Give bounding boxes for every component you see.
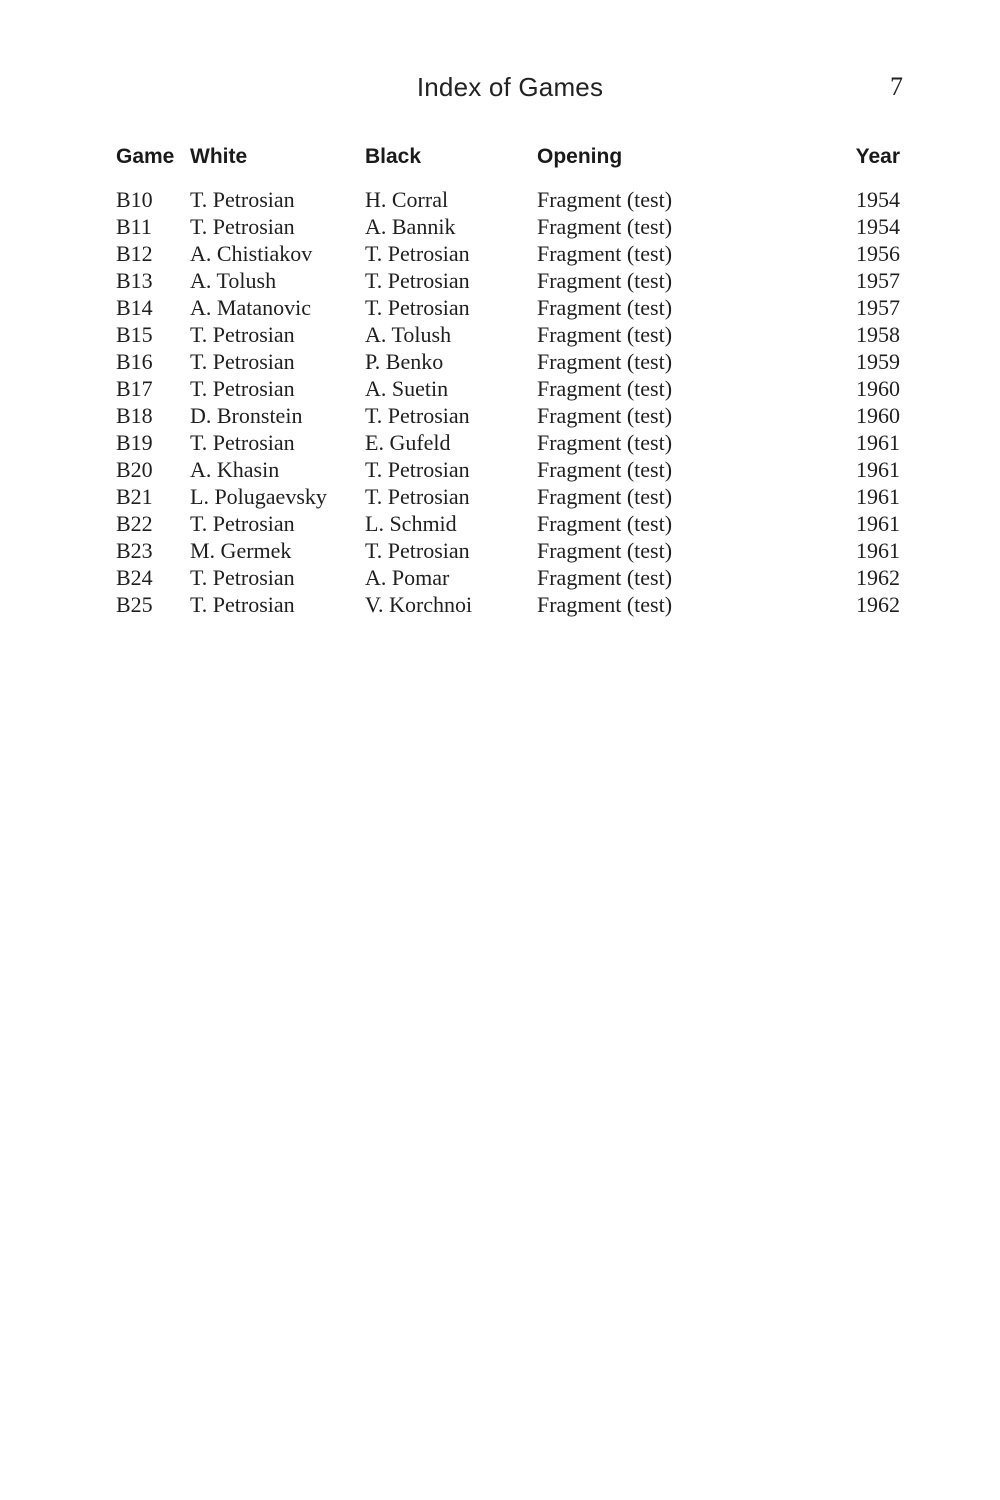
cell-game: B14: [116, 295, 153, 320]
table-row: [113, 294, 903, 321]
cell-opening: Fragment (test): [537, 511, 673, 536]
column-header-opening: Opening: [537, 145, 623, 168]
cell-opening: Fragment (test): [537, 214, 673, 239]
cell-game: B24: [116, 565, 153, 590]
cell-white: A. Tolush: [190, 268, 277, 293]
table-row: [113, 213, 903, 240]
cell-black: A. Suetin: [365, 376, 449, 401]
cell-black: T. Petrosian: [365, 457, 470, 482]
cell-white: T. Petrosian: [190, 322, 295, 347]
cell-year: 1958: [856, 322, 900, 347]
table-row: [113, 456, 903, 483]
cell-black: T. Petrosian: [365, 403, 470, 428]
cell-game: B13: [116, 268, 153, 293]
table-row: [113, 240, 903, 267]
cell-black: T. Petrosian: [365, 484, 470, 509]
cell-black: P. Benko: [365, 349, 444, 374]
cell-opening: Fragment (test): [537, 295, 673, 320]
cell-opening: Fragment (test): [537, 322, 673, 347]
cell-year: 1957: [856, 295, 900, 320]
column-header-white: White: [190, 145, 248, 168]
cell-year: 1954: [856, 187, 900, 212]
cell-year: 1956: [856, 241, 900, 266]
cell-opening: Fragment (test): [537, 349, 673, 374]
table-row: [113, 429, 903, 456]
table-row: [113, 186, 903, 213]
cell-white: T. Petrosian: [190, 187, 295, 212]
cell-black: T. Petrosian: [365, 241, 470, 266]
cell-white: A. Khasin: [190, 457, 280, 482]
cell-game: B19: [116, 430, 153, 455]
cell-white: T. Petrosian: [190, 430, 295, 455]
cell-opening: Fragment (test): [537, 592, 673, 617]
cell-game: B16: [116, 349, 153, 374]
cell-opening: Fragment (test): [537, 241, 673, 266]
cell-year: 1961: [856, 430, 900, 455]
cell-opening: Fragment (test): [537, 376, 673, 401]
cell-year: 1961: [856, 484, 900, 509]
cell-black: T. Petrosian: [365, 538, 470, 563]
cell-opening: Fragment (test): [537, 538, 673, 563]
cell-opening: Fragment (test): [537, 430, 673, 455]
cell-year: 1954: [856, 214, 900, 239]
cell-year: 1960: [856, 376, 900, 401]
cell-game: B22: [116, 511, 153, 536]
cell-opening: Fragment (test): [537, 403, 673, 428]
cell-opening: Fragment (test): [537, 187, 673, 212]
table-row: [113, 348, 903, 375]
cell-game: B20: [116, 457, 153, 482]
cell-game: B10: [116, 187, 153, 212]
table-row: [113, 510, 903, 537]
cell-opening: Fragment (test): [537, 457, 673, 482]
cell-white: T. Petrosian: [190, 349, 295, 374]
page-number: 7: [890, 72, 903, 101]
column-header-game: Game: [116, 145, 175, 168]
cell-white: T. Petrosian: [190, 376, 295, 401]
cell-game: B12: [116, 241, 153, 266]
table-row: [113, 591, 903, 618]
cell-white: A. Chistiakov: [190, 241, 313, 266]
cell-white: T. Petrosian: [190, 511, 295, 536]
table-row: [113, 375, 903, 402]
cell-year: 1961: [856, 538, 900, 563]
cell-black: V. Korchnoi: [365, 592, 473, 617]
cell-year: 1959: [856, 349, 900, 374]
column-header-year: Year: [855, 145, 900, 168]
cell-year: 1962: [856, 565, 900, 590]
cell-game: B18: [116, 403, 153, 428]
cell-black: T. Petrosian: [365, 295, 470, 320]
cell-white: D. Bronstein: [190, 403, 303, 428]
cell-year: 1957: [856, 268, 900, 293]
cell-year: 1960: [856, 403, 900, 428]
table-body: [113, 186, 903, 618]
cell-black: L. Schmid: [365, 511, 457, 536]
cell-black: T. Petrosian: [365, 268, 470, 293]
cell-game: B11: [116, 214, 152, 239]
cell-white: T. Petrosian: [190, 214, 295, 239]
cell-black: A. Bannik: [365, 214, 456, 239]
cell-game: B15: [116, 322, 153, 347]
cell-game: B23: [116, 538, 153, 563]
cell-game: B21: [116, 484, 153, 509]
cell-opening: Fragment (test): [537, 484, 673, 509]
page-header: [0, 72, 1000, 112]
cell-white: A. Matanovic: [190, 295, 311, 320]
table-row: [113, 537, 903, 564]
cell-year: 1962: [856, 592, 900, 617]
cell-year: 1961: [856, 457, 900, 482]
cell-black: H. Corral: [365, 187, 449, 212]
cell-opening: Fragment (test): [537, 268, 673, 293]
table-header-row: [113, 142, 903, 186]
table-row: [113, 321, 903, 348]
cell-white: T. Petrosian: [190, 592, 295, 617]
cell-opening: Fragment (test): [537, 565, 673, 590]
table-row: [113, 483, 903, 510]
cell-white: L. Polugaevsky: [190, 484, 327, 509]
table-row: [113, 267, 903, 294]
cell-year: 1961: [856, 511, 900, 536]
table-row: [113, 402, 903, 429]
cell-black: A. Tolush: [365, 322, 452, 347]
cell-game: B17: [116, 376, 153, 401]
column-header-black: Black: [365, 145, 422, 168]
page-title: Index of Games: [416, 72, 604, 102]
cell-white: M. Germek: [190, 538, 292, 563]
cell-black: E. Gufeld: [365, 430, 451, 455]
cell-game: B25: [116, 592, 153, 617]
cell-white: T. Petrosian: [190, 565, 295, 590]
cell-black: A. Pomar: [365, 565, 450, 590]
index-of-games-table: [113, 142, 903, 618]
table-row: [113, 564, 903, 591]
